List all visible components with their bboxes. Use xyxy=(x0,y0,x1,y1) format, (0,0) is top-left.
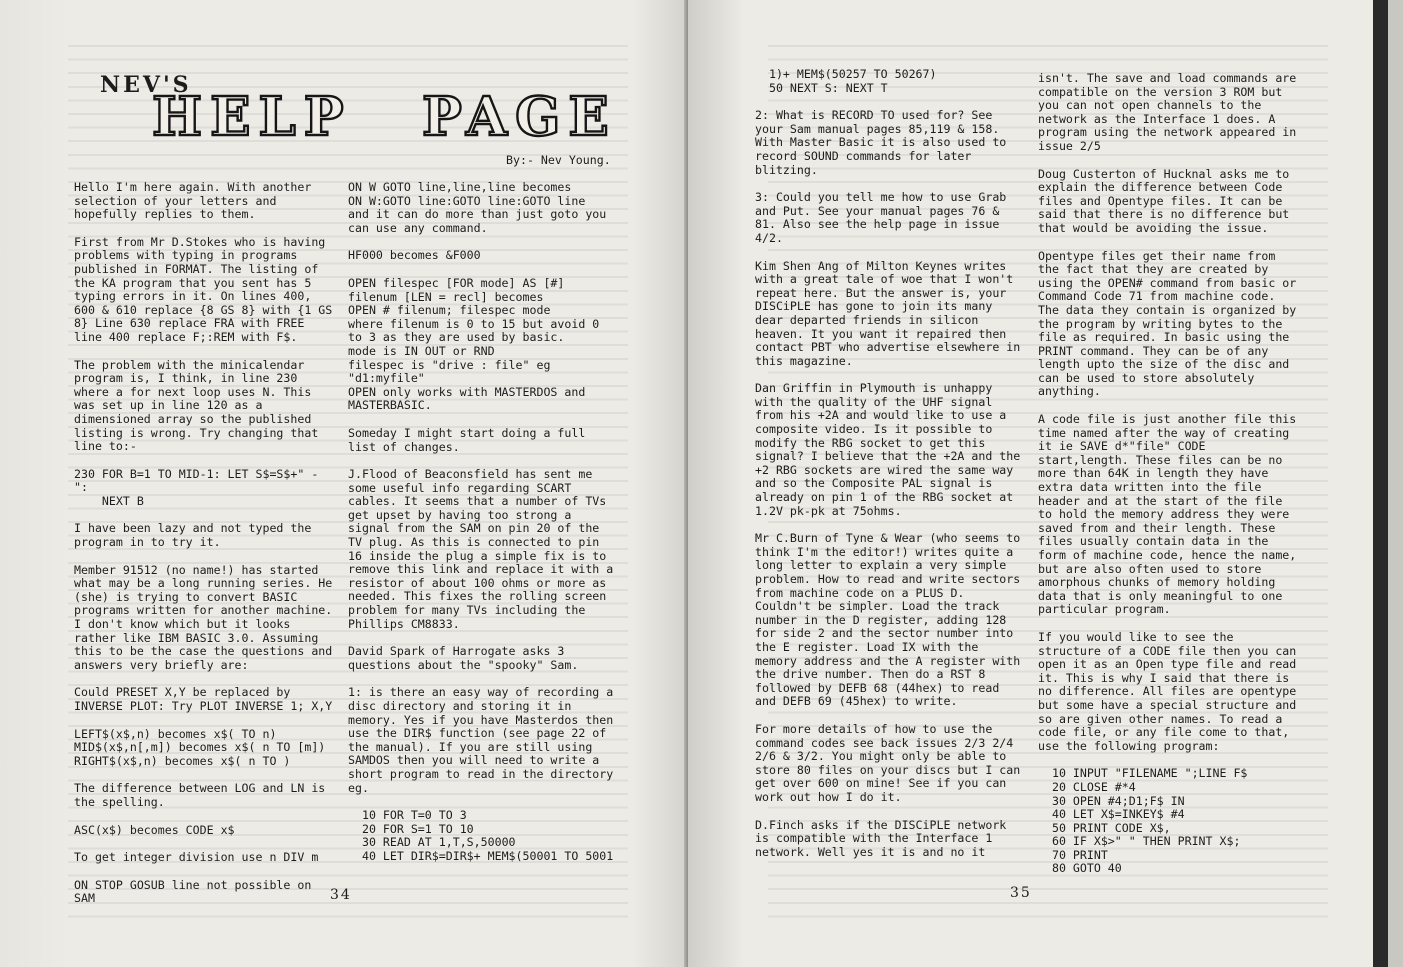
paragraph: Mr C.Burn of Tyne & Wear (who seems to think I'm the editor!) writes quite a long letter to explain a very simple problem. How to read and write sectors from machine code on a PLUS D. Couldn't be simpler. Load the track number in the D register, adding 128 for side 2 and the sector number into the E register. Load IX with the memory address and the A register with the drive number. Then do a RST 8 followed by DEFB 68 (44hex) to read and DEFB 69 (45hex) to write. xyxy=(755,531,1028,709)
paragraph: 10 FOR T=0 TO 3 20 FOR S=1 TO 10 30 READ AT 1,T,S,50000 40 LET DIR$=DIR$+ MEM$(50001 TO 5001 xyxy=(361,808,614,863)
paragraph: 230 FOR B=1 TO MID-1: LET S$=S$+" - ": NEXT B xyxy=(74,466,319,508)
paragraph: To get integer division use n DIV m xyxy=(74,850,319,865)
paragraph: HF000 becomes &F000 xyxy=(348,248,481,263)
article-byline: By:- Nev Young. xyxy=(506,153,611,167)
paragraph: 1: is there an easy way of recording a disc directory and storing it in memory. Yes if you have Masterdos then use the DIR$ function (see page 22 of the manual). If you are still using SAMDOS then you will need to write a short program to read in the directory eg. xyxy=(348,685,621,795)
article-kicker: NEV'S xyxy=(100,72,192,98)
paragraph: 1)+ MEM$(50257 TO 50267) 50 NEXT S: NEXT T xyxy=(768,67,937,95)
left-column-b xyxy=(348,180,621,878)
paragraph: ASC(x$) becomes CODE x$ xyxy=(74,822,235,837)
page-number: 34 xyxy=(330,887,352,903)
paragraph: Hello I'm here again. With another selection of your letters and hopefully replies to them. xyxy=(74,180,319,222)
paragraph: J.Flood of Beaconsfield has sent me some useful info regarding SCART cables. It seems that a number of TVs get upset by having too strong a signal from the SAM on pin 20 of the TV plug. As this is connected to pin 16 inside the plug a simple fix is to remove this link and replace it with a resistor of about 100 ohms or more as needed. This fixes the rolling screen problem for many TVs including the Phillips CM8833. xyxy=(348,467,621,631)
paragraph: For more details of how to use the command codes see back issues 2/3 2/4 2/6 & 3/2. You might only be able to store 80 files on your discs but I can get over 600 on mine! See if you can work out how I do it. xyxy=(755,721,1028,804)
paragraph: ON W GOTO line,line,line becomes ON W:GOTO line:GOTO line:GOTO line and it can do more than just goto you can use any command. xyxy=(348,180,607,235)
article-headline: HELP PAGE xyxy=(152,86,617,148)
paragraph: 3: Could you tell me how to use Grab and Put. See your manual pages 76 & 81. Also see the help page in issue 4/2. xyxy=(755,190,1014,245)
right-page xyxy=(688,0,1388,967)
paragraph: ON STOP GOSUB line not possible on SAM xyxy=(74,877,319,906)
paragraph: The difference between LOG and LN is the spelling. xyxy=(74,781,333,809)
page-number: 35 xyxy=(1010,885,1032,901)
paragraph: The problem with the minicalendar program is, I think, in line 230 where a for next loop uses N. This was set up in line 120 as a dimensioned array so the published listing is wrong. Try changing that line to:- xyxy=(74,357,326,454)
right-column-b xyxy=(1038,72,1303,890)
paragraph: First from Mr D.Stokes who is having problems with typing in programs published in FORMAT. The listing of the KA program that you sent has 5 typing errors in it. On lines 400, 600 & 610 replace {8 GS 8} with {1 GS 8} Line 630 replace FRA with FREE line 400 replace F;:REM with F$. xyxy=(74,234,340,344)
paragraph: isn't. The save and load commands are compatible on the version 3 ROM but you can not open channels to the network as the Interface 1 does. A program using the network appeared in issue 2/5 xyxy=(1038,71,1304,153)
paragraph: 10 INPUT "FILENAME ";LINE F$ 20 CLOSE #*4 30 OPEN #4;D1;F$ IN 40 LET X$=INKEY$ #4 50 PRINT CODE X$, 60 IF X$>" " THEN PRINT X$; 70 PRINT 80 GOTO 40 xyxy=(1051,766,1248,876)
paragraph: Could PRESET X,Y be replaced by INVERSE PLOT: Try PLOT INVERSE 1; X,Y xyxy=(74,685,333,713)
left-page xyxy=(0,0,688,967)
paragraph: I have been lazy and not typed the program in to try it. xyxy=(74,521,319,550)
paragraph: 2: What is RECORD TO used for? See your Sam manual pages 85,119 & 158. With Master Basic it is also used to record SOUND commands for later blitzing. xyxy=(755,108,1014,177)
scanner-edge xyxy=(1373,0,1388,967)
paragraph: Dan Griffin in Plymouth is unhappy with the quality of the UHF signal from his +2A and would like to use a composite video. Is it possible to modify the RBG socket to get this signal? I believe that the +2A and the +2 RBG sockets are wired the same way and so the Composite PAL signal is already on pin 1 of the RBG socket at 1.2V pk-pk at 75ohms. xyxy=(755,381,1028,518)
paragraph: Member 91512 (no name!) has started what may be a long running series. He (she) is trying to convert BASIC programs written for another machine. I don't know which but it looks rather like IBM BASIC 3.0. Assuming this to be the case the questions and answers very briefly are: xyxy=(74,562,340,672)
paragraph: Opentype files get their name from the fact that they are created by using the OPEN# command from basic or Command Code 71 from machine code. The data they contain is organized by the program by writing bytes to the file as required. In basic using the PRINT command. They can be of any length upto the size of the disc and can be used to store absolutely anything. xyxy=(1038,248,1304,399)
paragraph: LEFT$(x$,n) becomes x$( TO n) MID$(x$,n[,m]) becomes x$( n TO [m]) RIGHT$(x$,n) becomes x$( n TO ) xyxy=(74,726,326,768)
paragraph: A code file is just another file this time named after the way of creating it ie SAVE d*"file" CODE start,length. These files can be no more than 64K in length they have extra data written into the file header and at the start of the file to hold the memory address they were saved from and their length. These files usually contain data in the form of machine code, hence the name, but are also often used to store amorphous chunks of memory holding data that is only meaningful to one particular program. xyxy=(1038,412,1304,617)
paragraph: D.Finch asks if the DISCiPLE network is compatible with the Interface 1 network. Well yes it is and no it xyxy=(755,817,1014,859)
paragraph: Kim Shen Ang of Milton Keynes writes with a great tale of woe that I won't repeat here. But the answer is, your DISCiPLE has gone to join its many dear departed friends in silicon heaven. It you want it repaired then contact PBT who advertise elsewhere in this magazine. xyxy=(755,258,1028,368)
right-column-a xyxy=(755,68,1026,873)
left-column-a xyxy=(74,181,339,920)
paragraph: David Spark of Harrogate asks 3 questions about the "spooky" Sam. xyxy=(348,644,579,672)
paragraph: If you would like to see the structure of a CODE file then you can open it as an Open type file and read it. This is why I said that there is no difference. All files are opentype but some have a special structure and so are given other names. To read a code file, or any file come to that, use the following program: xyxy=(1038,629,1304,753)
paragraph: Someday I might start doing a full list of changes. xyxy=(348,425,593,454)
paragraph: OPEN filespec [FOR mode] AS [#] filenum [LEN = recl] becomes OPEN # filenum; filespec mode where filenum is 0 to 15 but avoid 0 to 3 as they are used by basic. mode is IN OUT or RND filespec is "drive : file" eg "d1:myfile" OPEN only works with MASTERDOS and MASTERBASIC. xyxy=(348,275,600,413)
paragraph: Doug Custerton of Hucknal asks me to explain the difference between Code files and Opentype files. It can be said that there is no difference but that would be avoiding the issue. xyxy=(1038,166,1297,235)
